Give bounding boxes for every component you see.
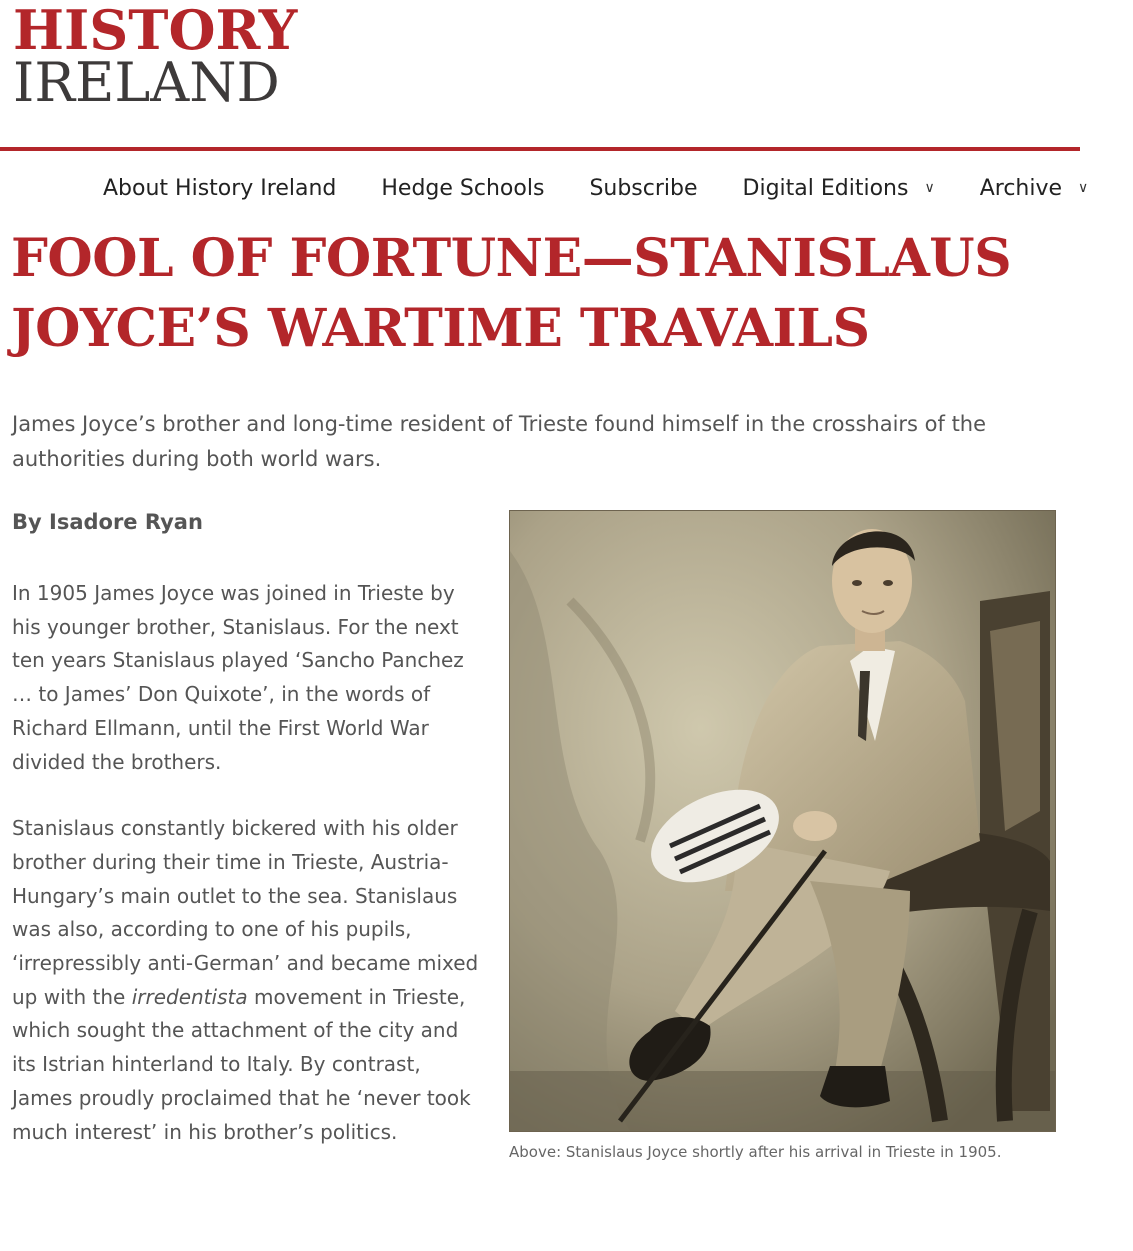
paragraph-emphasis: irredentista — [131, 984, 248, 1009]
article-title-line2: JOYCE’S WARTIME TRAVAILS — [11, 298, 870, 359]
logo-history-text: HISTORY — [13, 0, 298, 62]
nav-item-label: Subscribe — [589, 175, 698, 201]
nav-item-subscribe[interactable] — [589, 176, 697, 201]
article-title — [11, 224, 1071, 364]
nav-item-label: Hedge Schools — [381, 175, 545, 201]
portrait-illustration — [510, 511, 1055, 1131]
paragraph-text: Stanislaus constantly bickered with his older brother during their time in Trieste, Austria-Hungary’s main outlet to the sea. Stanislaus was also, according to one of his pupils, ‘irrepressibly anti-German’ and became mixed up with the — [12, 816, 479, 1009]
nav-item-hedge-schools[interactable] — [381, 176, 544, 201]
main-nav — [103, 170, 1133, 206]
logo-ireland-text: IRELAND — [13, 51, 280, 114]
nav-item-label: Archive — [979, 175, 1063, 201]
photo-caption: Above: Stanislaus Joyce shortly after his arrival in Trieste in 1905. — [509, 1143, 1002, 1161]
chevron-down-icon: ∨ — [1078, 180, 1089, 196]
nav-item-label: About History Ireland — [103, 175, 337, 201]
site-logo[interactable] — [13, 0, 298, 114]
portrait-photo — [509, 510, 1056, 1132]
paragraph-text: movement in Trieste, which sought the attachment of the city and its Istrian hinterland to Italy. By contrast, James proudly proclaimed that he ‘never took much interest’ in his brother’s politics. — [12, 984, 471, 1144]
article-title-line1: FOOL OF FORTUNE—STANISLAUS — [11, 228, 1012, 289]
article-figure — [509, 510, 1056, 1161]
header-divider — [0, 147, 1080, 151]
article-paragraph — [12, 812, 482, 1149]
nav-item-label: Digital Editions — [742, 175, 909, 201]
nav-item-digital-editions[interactable] — [743, 176, 935, 201]
article-body — [12, 577, 482, 1182]
nav-item-archive[interactable] — [980, 176, 1089, 201]
chevron-down-icon: ∨ — [924, 180, 935, 196]
article-standfirst: James Joyce’s brother and long-time resident of Trieste found himself in the crosshairs of the authorities during both world wars. — [12, 412, 987, 471]
article-byline: By Isadore Ryan — [12, 510, 203, 534]
article-paragraph: In 1905 James Joyce was joined in Trieste by his younger brother, Stanislaus. For the next ten years Stanislaus played ‘Sancho Panchez … to James’ Don Quixote’, in the words of Richard Ellmann, until the First World War divided the brothers. — [12, 581, 464, 774]
nav-item-about[interactable] — [103, 176, 336, 201]
